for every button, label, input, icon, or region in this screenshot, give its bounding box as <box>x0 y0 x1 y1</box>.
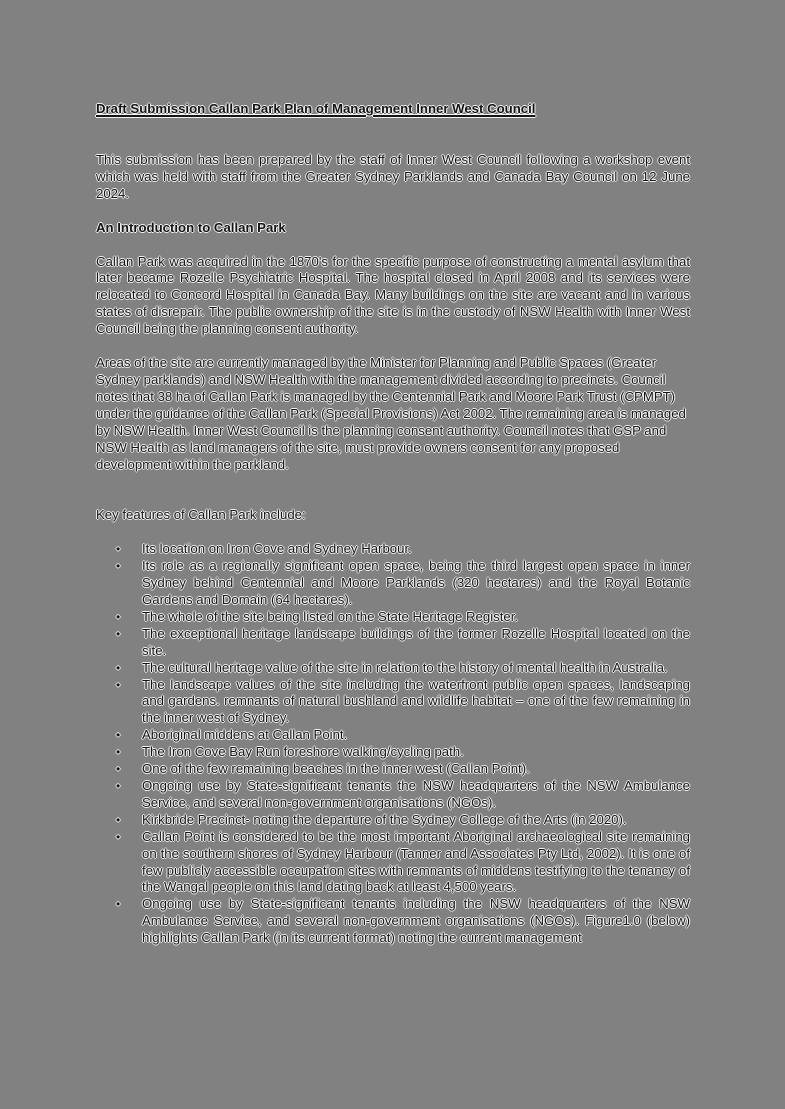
list-item <box>96 778 690 812</box>
bullet-icon: • <box>116 779 121 793</box>
body-paragraph-management: Areas of the site are currently managed by the Minister for Planning and Public Spaces (Greater Sydney parklands) and NSW Health with the management divided according to precincts. Council notes that 38 ha of Callan Park is managed by the Centennial Park and Moore Park Trust (CPMPT) under the guidance of the Callan Park (Special Provisions) Act 2002. The remaining area is managed by NSW Health. Inner West Council is the planning consent authority. Council notes that GSP and NSW Health as land managers of the site, must provide owners consent for any proposed development within the parkland. <box>96 355 686 472</box>
list-item <box>96 829 690 897</box>
list-item-text: The exceptional heritage landscape buildings of the former Rozelle Hospital located on the site. <box>142 625 690 658</box>
list-item-text: The cultural heritage value of the site in relation to the history of mental health in Australia. <box>142 659 668 675</box>
list-item <box>96 609 690 626</box>
list-item-text: Aboriginal middens at Callan Point. <box>142 727 348 743</box>
list-item-text: Its role as a regionally significant open space, being the third largest open space in inner Sydney behind Centennial and Moore Parklands (320 hectares) and the Royal Botanic Gardens and Domain (64 hectares). <box>142 558 690 608</box>
list-item-text: Kirkbride Precinct- noting the departure of the Sydney College of the Arts (in 2020). <box>142 811 627 827</box>
list-item-text: One of the few remaining beaches in the inner west (Callan Point). <box>142 761 530 777</box>
bullet-icon: • <box>116 829 121 844</box>
bullet-icon: • <box>116 745 121 760</box>
document-title: Draft Submission Callan Park Plan of Management Inner West Council <box>96 101 536 116</box>
bullet-icon: • <box>116 660 121 675</box>
bullet-icon: • <box>116 812 121 827</box>
list-item-text: The whole of the site being listed on the State Heritage Register. <box>142 608 519 624</box>
list-item <box>96 761 690 778</box>
list-item <box>96 896 690 947</box>
key-features-list <box>96 541 690 947</box>
list-item-text: The landscape values of the site including the waterfront public open spaces, landscaping and gardens. remnants of natural bushland and wildlife habitat – one of the few remaining in the inner west of Sydney. <box>142 676 690 726</box>
list-item <box>96 660 690 677</box>
list-item-text: The Iron Cove Bay Run foreshore walking/cycling path. <box>142 744 464 760</box>
list-item <box>96 677 690 728</box>
key-features-intro: Key features of Callan Park include: <box>96 507 306 523</box>
section-heading: An Introduction to Callan Park <box>96 219 286 235</box>
bullet-icon: • <box>116 728 121 743</box>
list-item <box>96 812 690 829</box>
list-item <box>96 558 690 609</box>
list-item-text: Ongoing use by State-significant tenants the NSW headquarters of the NSW Ambulance Service, and several non-government organisations (NGOs). <box>142 778 690 810</box>
list-item <box>96 626 690 660</box>
list-item-text: Its location on Iron Cove and Sydney Harbour. <box>142 541 412 557</box>
body-paragraph-history: Callan Park was acquired in the 1870's for the specific purpose of constructing a mental asylum that later became Rozelle Psychiatric Hospital. The hospital closed in April 2008 and its services were relocated to Concord Hospital in Canada Bay. Many buildings on the site are vacant and in various states of disrepair. The public ownership of the site is in the custody of NSW Health with Inner West Council being the planning consent authority. <box>96 253 690 337</box>
bullet-icon: • <box>116 626 121 641</box>
list-item <box>96 727 690 744</box>
list-item <box>96 744 690 761</box>
list-item-text: Ongoing use by State-significant tenants including the NSW headquarters of the NSW Ambulance Service, and several non-government organisations (NGOs). Figure1.0 (below) highlights Callan Park (in its current format) noting the current management <box>142 896 690 946</box>
list-item-text: Callan Point is considered to be the most important Aboriginal archaeological site remaining on the southern shores of Sydney Harbour (Tanner and Associates Pty Ltd, 2002). It is one of few publicly accessible occupation sites with remnants of middens testifying to the tenancy of the Wangal people on this land dating back at least 4,500 years. <box>142 828 690 895</box>
bullet-icon: • <box>116 542 121 557</box>
intro-paragraph: This submission has been prepared by the staff of Inner West Council following a workshop event which was held with staff from the Greater Sydney Parklands and Canada Bay Council on 12 June 2024. <box>96 151 690 201</box>
document-page <box>96 101 690 947</box>
bullet-icon: • <box>116 677 121 692</box>
bullet-icon: • <box>116 609 121 624</box>
bullet-icon: • <box>116 559 121 574</box>
bullet-icon: • <box>116 897 121 912</box>
bullet-icon: • <box>116 762 121 777</box>
list-item <box>96 541 690 558</box>
